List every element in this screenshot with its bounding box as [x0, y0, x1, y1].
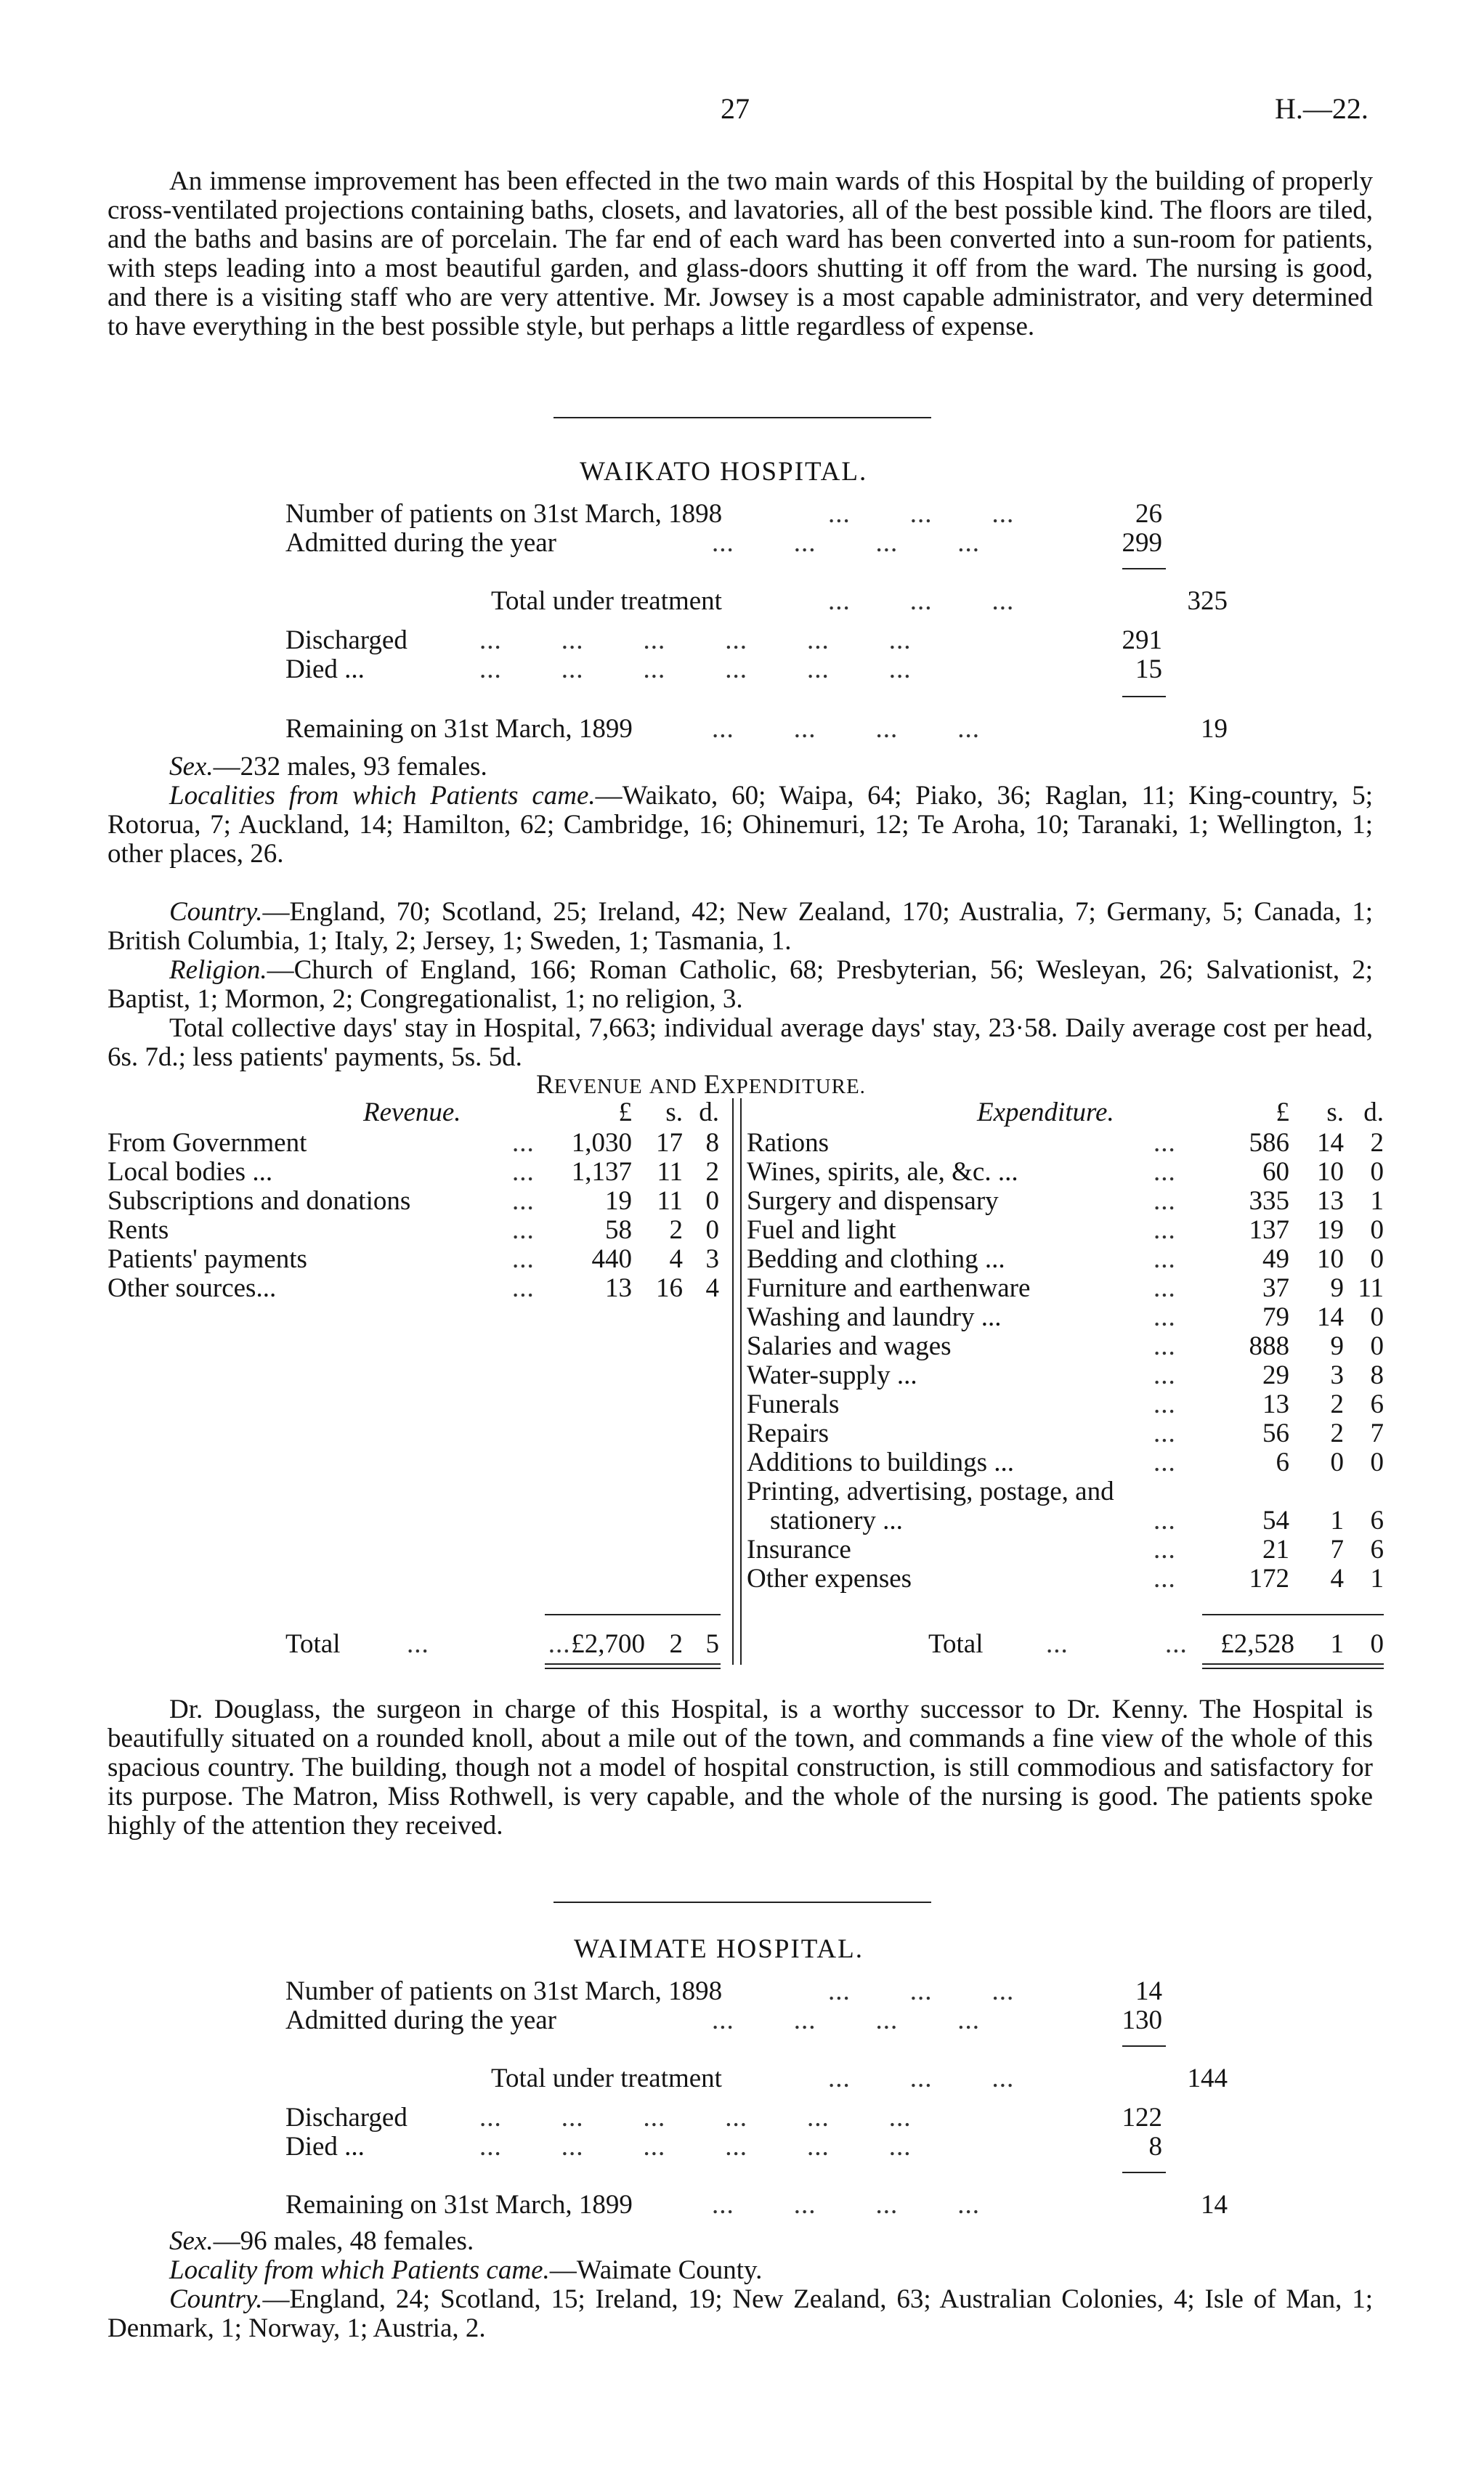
leader-dots: ... ... ... ... [712, 2005, 980, 2035]
leader-dots: ... [512, 1273, 535, 1303]
expenditure-label: Salaries and wages [747, 1331, 952, 1361]
revenue-pence: 8 [705, 1128, 719, 1158]
column-divider [732, 1098, 734, 1665]
expenditure-label: Wines, spirits, ale, &c. ... [747, 1157, 1018, 1187]
expenditure-label: Insurance [747, 1535, 851, 1565]
revenue-pence: 0 [705, 1215, 719, 1245]
leader-dots: ... [1153, 1419, 1176, 1448]
expenditure-pounds: 137 [1249, 1215, 1289, 1245]
total-rule [1202, 1614, 1384, 1615]
revenue-label: Subscriptions and donations [108, 1186, 411, 1216]
waikato-died-value: 15 [1135, 654, 1162, 684]
waikato-stay: Total collective days' stay in Hospital, 7,663; individual average days' stay, 23·58. Daily average cost per head, 6s. 7d.; less patients' payments, 5s. 5d. [108, 1013, 1373, 1072]
revenue-pounds: 58 [605, 1215, 632, 1245]
revenue-total-label: Total [285, 1629, 341, 1659]
leader-dots: ... [512, 1157, 535, 1187]
revenue-pence: 0 [705, 1186, 719, 1216]
leader-dots: ... [1153, 1360, 1176, 1390]
expenditure-pounds: 21 [1262, 1535, 1289, 1565]
waikato-sex: Sex.—232 males, 93 females. [169, 752, 487, 782]
revenue-label: From Government [108, 1128, 307, 1158]
expenditure-pounds: 56 [1262, 1419, 1289, 1448]
waimate-remaining-label: Remaining on 31st March, 1899 [285, 2190, 633, 2220]
revenue-shillings: 11 [657, 1186, 683, 1216]
leader-dots: ... [512, 1186, 535, 1216]
expenditure-label: Additions to buildings ... [747, 1448, 1014, 1477]
leader-dots: ... ... [407, 1629, 571, 1659]
total-double-rule [1202, 1663, 1384, 1665]
waimate-total-value: 144 [1187, 2064, 1228, 2093]
leader-dots: ... [1153, 1448, 1176, 1477]
waikato-remaining-label: Remaining on 31st March, 1899 [285, 714, 633, 744]
leader-dots: ... ... ... ... ... ... [479, 2103, 912, 2133]
revenue-pence: 2 [705, 1157, 719, 1187]
expenditure-pounds: 172 [1249, 1564, 1289, 1594]
revenue-shillings: 2 [669, 1215, 683, 1245]
waimate-sex: Sex.—96 males, 48 females. [169, 2226, 474, 2256]
waikato-localities: Localities from which Patients came.—Waikato, 60; Waipa, 64; Piako, 36; Raglan, 11; King-country, 5; Rotorua, 7; Auckland, 14; Hamilton, 62; Cambridge, 16; Ohinemuri, 12; Te Aroha, 10; Taranaki, 1; Wellington, 1; other places, 26. [108, 781, 1373, 869]
waimate-title: WAIMATE HOSPITAL. [574, 1934, 864, 1964]
leader-dots: ... [1153, 1273, 1176, 1303]
total-double-rule [545, 1663, 721, 1665]
leader-dots: ... ... ... ... ... ... [479, 625, 912, 655]
leader-dots: ... [512, 1128, 535, 1158]
expenditure-label: Repairs [747, 1419, 830, 1448]
leader-dots: ... [512, 1244, 535, 1274]
expenditure-label: stationery ... [770, 1506, 903, 1535]
expenditure-pounds: 13 [1262, 1389, 1289, 1419]
expenditure-label: Fuel and light [747, 1215, 896, 1245]
section-divider [554, 417, 931, 418]
expenditure-shillings: 2 [1330, 1389, 1344, 1419]
leader-dots: ... [1153, 1186, 1176, 1216]
sum-rule [1122, 568, 1166, 569]
expenditure-pounds: 6 [1276, 1448, 1289, 1477]
expenditure-shillings: 1 [1330, 1506, 1344, 1535]
leader-dots: ... [1153, 1564, 1176, 1594]
expenditure-shillings: 19 [1317, 1215, 1344, 1245]
total-rule [545, 1614, 721, 1615]
expenditure-shillings: 9 [1330, 1273, 1344, 1303]
leader-dots: ... ... ... [828, 2064, 1015, 2093]
expenditure-total-label: Total [928, 1629, 984, 1659]
waikato-discharged-label: Discharged [285, 625, 408, 655]
expenditure-heading: Expenditure. [977, 1097, 1114, 1127]
leader-dots: ... [1153, 1331, 1176, 1361]
waimate-country: Country.—England, 24; Scotland, 15; Ireland, 19; New Zealand, 63; Australian Colonies, 4; Isle of Man, 1; Denmark, 1; Norway, 1; Austria, 2. [108, 2284, 1373, 2343]
revenue-pounds: 1,030 [571, 1128, 632, 1158]
expenditure-shillings: 14 [1317, 1128, 1344, 1158]
expenditure-label: Other expenses [747, 1564, 912, 1594]
expenditure-pounds: 29 [1262, 1360, 1289, 1390]
leader-dots: ... [512, 1215, 535, 1245]
expenditure-label: Water-supply ... [747, 1360, 917, 1390]
expenditure-label: Washing and laundry ... [747, 1302, 1002, 1332]
sum-rule [1122, 2172, 1166, 2173]
waikato-total-label: Total under treatment [491, 586, 722, 616]
leader-dots: ... [1153, 1535, 1176, 1565]
section-divider [554, 1902, 931, 1903]
expenditure-total-pounds: £2,528 [1220, 1629, 1294, 1659]
leader-dots: ... [1153, 1506, 1176, 1535]
revenue-label: Patients' payments [108, 1244, 307, 1274]
leader-dots: ... ... ... ... ... ... [479, 2132, 912, 2162]
expenditure-pounds: 54 [1262, 1506, 1289, 1535]
revenue-pounds: 19 [605, 1186, 632, 1216]
expenditure-pence: 6 [1370, 1506, 1384, 1535]
expenditure-pence: 2 [1370, 1128, 1384, 1158]
expenditure-shillings: 9 [1330, 1331, 1344, 1361]
waimate-patients-1898-label: Number of patients on 31st March, 1898 [285, 1976, 723, 2006]
expenditure-shillings: 0 [1330, 1448, 1344, 1477]
expenditure-label: Furniture and earthenware [747, 1273, 1031, 1303]
waimate-admitted-label: Admitted during the year [285, 2005, 556, 2035]
expenditure-pounds: 49 [1262, 1244, 1289, 1274]
leader-dots: ... [1153, 1128, 1176, 1158]
revenue-col-shillings: s. [665, 1097, 683, 1127]
waikato-died-label: Died ... [285, 654, 365, 684]
expenditure-pounds: 888 [1249, 1331, 1289, 1361]
expenditure-shillings: 7 [1330, 1535, 1344, 1565]
document-reference: H.—22. [1275, 92, 1369, 125]
waimate-locality: Locality from which Patients came.—Waimate County. [169, 2255, 763, 2285]
revenue-shillings: 4 [669, 1244, 683, 1274]
waimate-remaining-value: 14 [1201, 2190, 1228, 2220]
waikato-total-value: 325 [1187, 586, 1228, 616]
revenue-label: Other sources... [108, 1273, 277, 1303]
expenditure-pounds: 79 [1262, 1302, 1289, 1332]
expenditure-pence: 8 [1370, 1360, 1384, 1390]
revenue-label: Local bodies ... [108, 1157, 273, 1187]
waimate-total-label: Total under treatment [491, 2064, 722, 2093]
expenditure-pence: 0 [1370, 1331, 1384, 1361]
revenue-col-pounds: £ [618, 1097, 632, 1127]
expenditure-pence: 0 [1370, 1244, 1384, 1274]
waimate-died-value: 8 [1148, 2132, 1162, 2162]
waimate-patients-1898-value: 14 [1135, 1976, 1162, 2006]
expenditure-pounds: 335 [1249, 1186, 1289, 1216]
intro-paragraph: An immense improvement has been effected in the two main wards of this Hospital by the building of properly cross-ventilated projections containing baths, closets, and lavatories, all of the best possible kind. The floors are tiled, and the baths and basins are of porcelain. The far end of each ward has been converted into a sun-room for patients, with steps leading into a most beautiful garden, and glass-doors shutting it off from the ward. The nursing is good, and there is a visiting staff who are very attentive. Mr. Jowsey is a most capable administrator, and very determined to have everything in the best possible style, but perhaps a little regardless of expense. [108, 166, 1373, 341]
leader-dots: ... ... ... [828, 1976, 1015, 2006]
waikato-admitted-label: Admitted during the year [285, 528, 556, 558]
leader-dots: ... [1153, 1302, 1176, 1332]
expenditure-label: Bedding and clothing ... [747, 1244, 1005, 1274]
revenue-pounds: 13 [605, 1273, 632, 1303]
waikato-admitted-value: 299 [1122, 528, 1162, 558]
waikato-remaining-value: 19 [1201, 714, 1228, 744]
expenditure-pence: 7 [1370, 1419, 1384, 1448]
expenditure-shillings: 10 [1317, 1157, 1344, 1187]
leader-dots: ... ... ... ... [712, 2190, 980, 2220]
waimate-discharged-value: 122 [1122, 2103, 1162, 2133]
expenditure-shillings: 2 [1330, 1419, 1344, 1448]
waikato-patients-1898-label: Number of patients on 31st March, 1898 [285, 499, 723, 529]
waimate-died-label: Died ... [285, 2132, 365, 2162]
column-divider [740, 1098, 742, 1665]
revenue-pounds: 440 [591, 1244, 632, 1274]
expenditure-pence: 0 [1370, 1448, 1384, 1477]
waikato-patients-1898-value: 26 [1135, 499, 1162, 529]
revenue-total-pounds: £2,700 [571, 1629, 645, 1659]
leader-dots: ... ... ... [828, 586, 1015, 616]
expenditure-label: Rations [747, 1128, 830, 1158]
expenditure-col-pounds: £ [1276, 1097, 1289, 1127]
revenue-label: Rents [108, 1215, 169, 1245]
expenditure-total-shillings: 1 [1330, 1629, 1344, 1659]
expenditure-pence: 0 [1370, 1157, 1384, 1187]
page-number: 27 [721, 92, 750, 125]
revenue-shillings: 17 [656, 1128, 683, 1158]
waikato-discharged-value: 291 [1122, 625, 1162, 655]
waimate-discharged-label: Discharged [285, 2103, 408, 2133]
revenue-shillings: 16 [656, 1273, 683, 1303]
revenue-total-shillings: 2 [669, 1629, 683, 1659]
expenditure-label: Surgery and dispensary [747, 1186, 999, 1216]
expenditure-col-pence: d. [1363, 1097, 1384, 1127]
revenue-pounds: 1,137 [571, 1157, 632, 1187]
leader-dots: ... ... ... ... [712, 714, 980, 744]
leader-dots: ... ... ... ... [712, 528, 980, 558]
waikato-country: Country.—England, 70; Scotland, 25; Ireland, 42; New Zealand, 170; Australia, 7; Germany, 5; Canada, 1; British Columbia, 1; Italy, 2; Jersey, 1; Sweden, 1; Tasmania, 1. [108, 897, 1373, 956]
expenditure-label: Funerals [747, 1389, 840, 1419]
expenditure-pounds: 60 [1262, 1157, 1289, 1187]
revenue-shillings: 11 [657, 1157, 683, 1187]
waimate-admitted-value: 130 [1122, 2005, 1162, 2035]
leader-dots: ... ... ... ... ... ... [479, 654, 912, 684]
expenditure-pence: 0 [1370, 1302, 1384, 1332]
expenditure-col-shillings: s. [1326, 1097, 1344, 1127]
leader-dots: ... ... [1046, 1629, 1188, 1659]
expenditure-label: Printing, advertising, postage, and [747, 1477, 1114, 1506]
waikato-title: WAIKATO HOSPITAL. [580, 457, 868, 487]
expenditure-pence: 0 [1370, 1215, 1384, 1245]
expenditure-total-pence: 0 [1370, 1629, 1384, 1659]
expenditure-pounds: 586 [1249, 1128, 1289, 1158]
sum-rule [1122, 2045, 1166, 2047]
leader-dots: ... [1153, 1389, 1176, 1419]
expenditure-pence: 1 [1370, 1564, 1384, 1594]
expenditure-shillings: 3 [1330, 1360, 1344, 1390]
revenue-heading: Revenue. [363, 1097, 461, 1127]
expenditure-pence: 11 [1358, 1273, 1384, 1303]
expenditure-pence: 6 [1370, 1535, 1384, 1565]
revenue-pence: 4 [705, 1273, 719, 1303]
leader-dots: ... [1153, 1157, 1176, 1187]
expenditure-pence: 6 [1370, 1389, 1384, 1419]
total-double-rule [1202, 1668, 1384, 1669]
douglass-paragraph: Dr. Douglass, the surgeon in charge of this Hospital, is a worthy successor to Dr. Kenny. The Hospital is beautifully situated on a rounded knoll, about a mile out of the town, and commands a fine view of the whole of this spacious country. The building, though not a model of hospital construction, is still commodious and satisfactory for its purpose. The Matron, Miss Rothwell, is very capable, and the whole of the nursing is good. The patients spoke highly of the attention they received. [108, 1695, 1373, 1841]
expenditure-pence: 1 [1370, 1186, 1384, 1216]
leader-dots: ... [1153, 1215, 1176, 1245]
expenditure-shillings: 10 [1317, 1244, 1344, 1274]
expenditure-shillings: 14 [1317, 1302, 1344, 1332]
revenue-total-pence: 5 [705, 1629, 719, 1659]
expenditure-pounds: 37 [1262, 1273, 1289, 1303]
finance-heading: REVENUE AND EXPENDITURE. [536, 1070, 866, 1100]
revenue-pence: 3 [705, 1244, 719, 1274]
expenditure-shillings: 13 [1317, 1186, 1344, 1216]
sum-rule [1122, 696, 1166, 697]
revenue-col-pence: d. [699, 1097, 719, 1127]
expenditure-shillings: 4 [1330, 1564, 1344, 1594]
leader-dots: ... ... ... [828, 499, 1015, 529]
leader-dots: ... [1153, 1244, 1176, 1274]
total-double-rule [545, 1668, 721, 1669]
waikato-religion: Religion.—Church of England, 166; Roman Catholic, 68; Presbyterian, 56; Wesleyan, 26; Salvationist, 2; Baptist, 1; Mormon, 2; Congregationalist, 1; no religion, 3. [108, 955, 1373, 1014]
